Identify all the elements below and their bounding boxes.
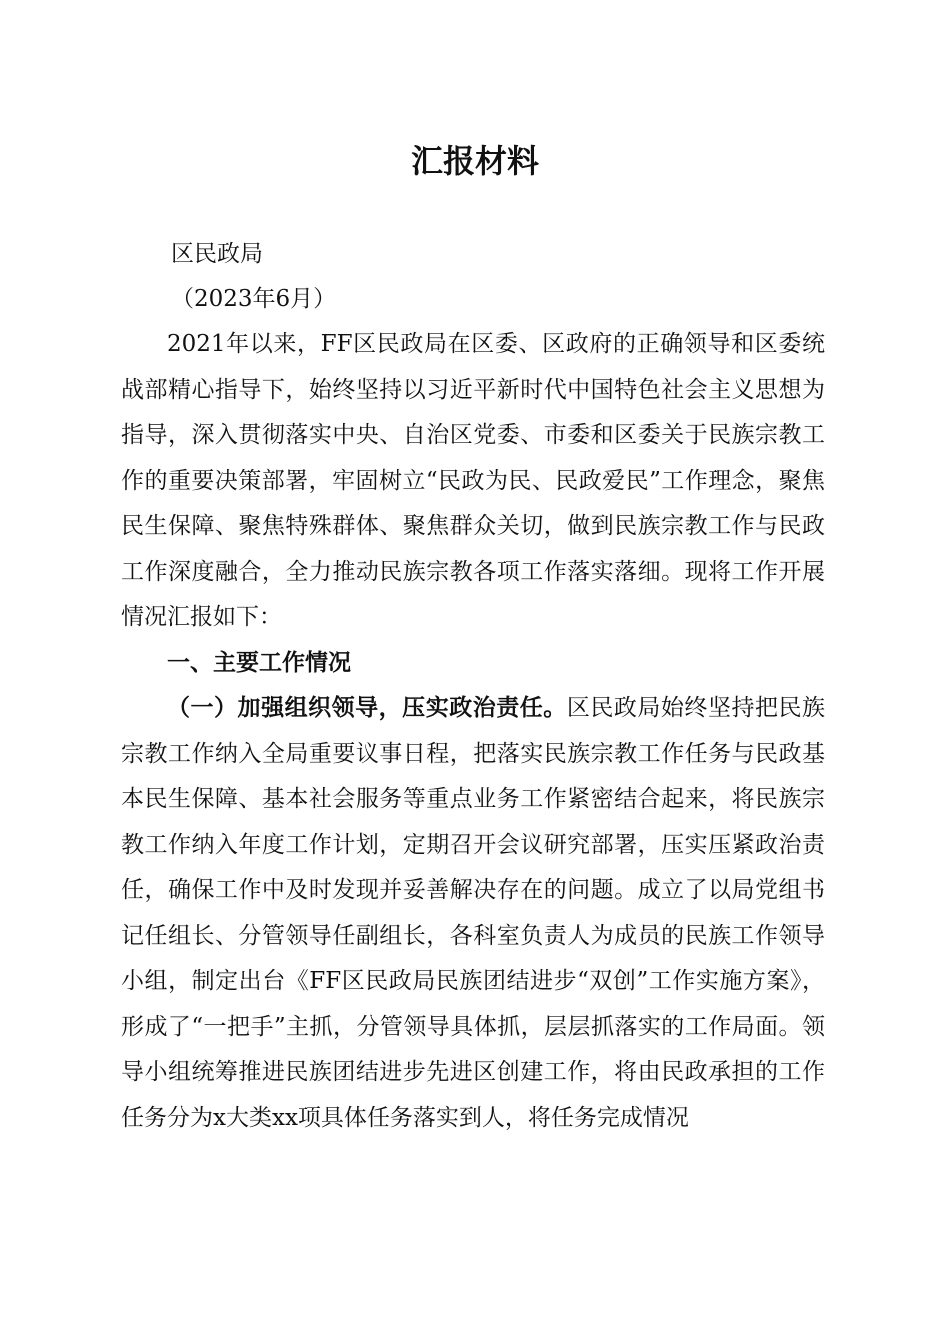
section-heading: 一、主要工作情况 <box>167 649 351 676</box>
subsection-paragraph <box>121 686 825 1141</box>
document-title: 汇报材料 <box>410 142 539 180</box>
report-date: （2023年6月） <box>171 286 337 312</box>
document-body <box>121 322 825 1141</box>
subsection-lead: （一）加强组织领导，压实政治责任。 <box>167 695 567 721</box>
subsection-body: 区民政局始终坚持把民族宗教工作纳入全局重要议事日程，把落实民族宗教工作任务与民政基本民生保障、基本社会服务等重点业务工作紧密结合起来，将民族宗教工作纳入年度工作计划，定期召开会议研究部署，压实压紧政治责任，确保工作中及时发现并妥善解决存在的问题。成立了以局党组书记任组长、分管领导任副组长，各科室负责人为成员的民族工作领导小组，制定出台《FF区民政局民族团结进步“双创”工作实施方案》，形成了“一把手”主抓，分管领导具体抓，层层抓落实的工作局面。领导小组统筹推进民族团结进步先进区创建工作，将由民政承担的工作任务分为x大类xx项具体任务落实到人，将任务完成情况 <box>121 695 826 1131</box>
organization-name: 区民政局 <box>171 241 263 267</box>
intro-paragraph: 2021年以来，FF区民政局在区委、区政府的正确领导和区委统战部精心指导下，始终坚持以习近平新时代中国特色社会主义思想为指导，深入贯彻落实中央、自治区党委、市委和区委关于民族宗教工作的重要决策部署，牢固树立“民政为民、民政爱民”工作理念，聚焦民生保障、聚焦特殊群体、聚焦群众关切，做到民族宗教工作与民政工作深度融合，全力推动民族宗教各项工作落实落细。现将工作开展情况汇报如下： <box>121 331 825 630</box>
